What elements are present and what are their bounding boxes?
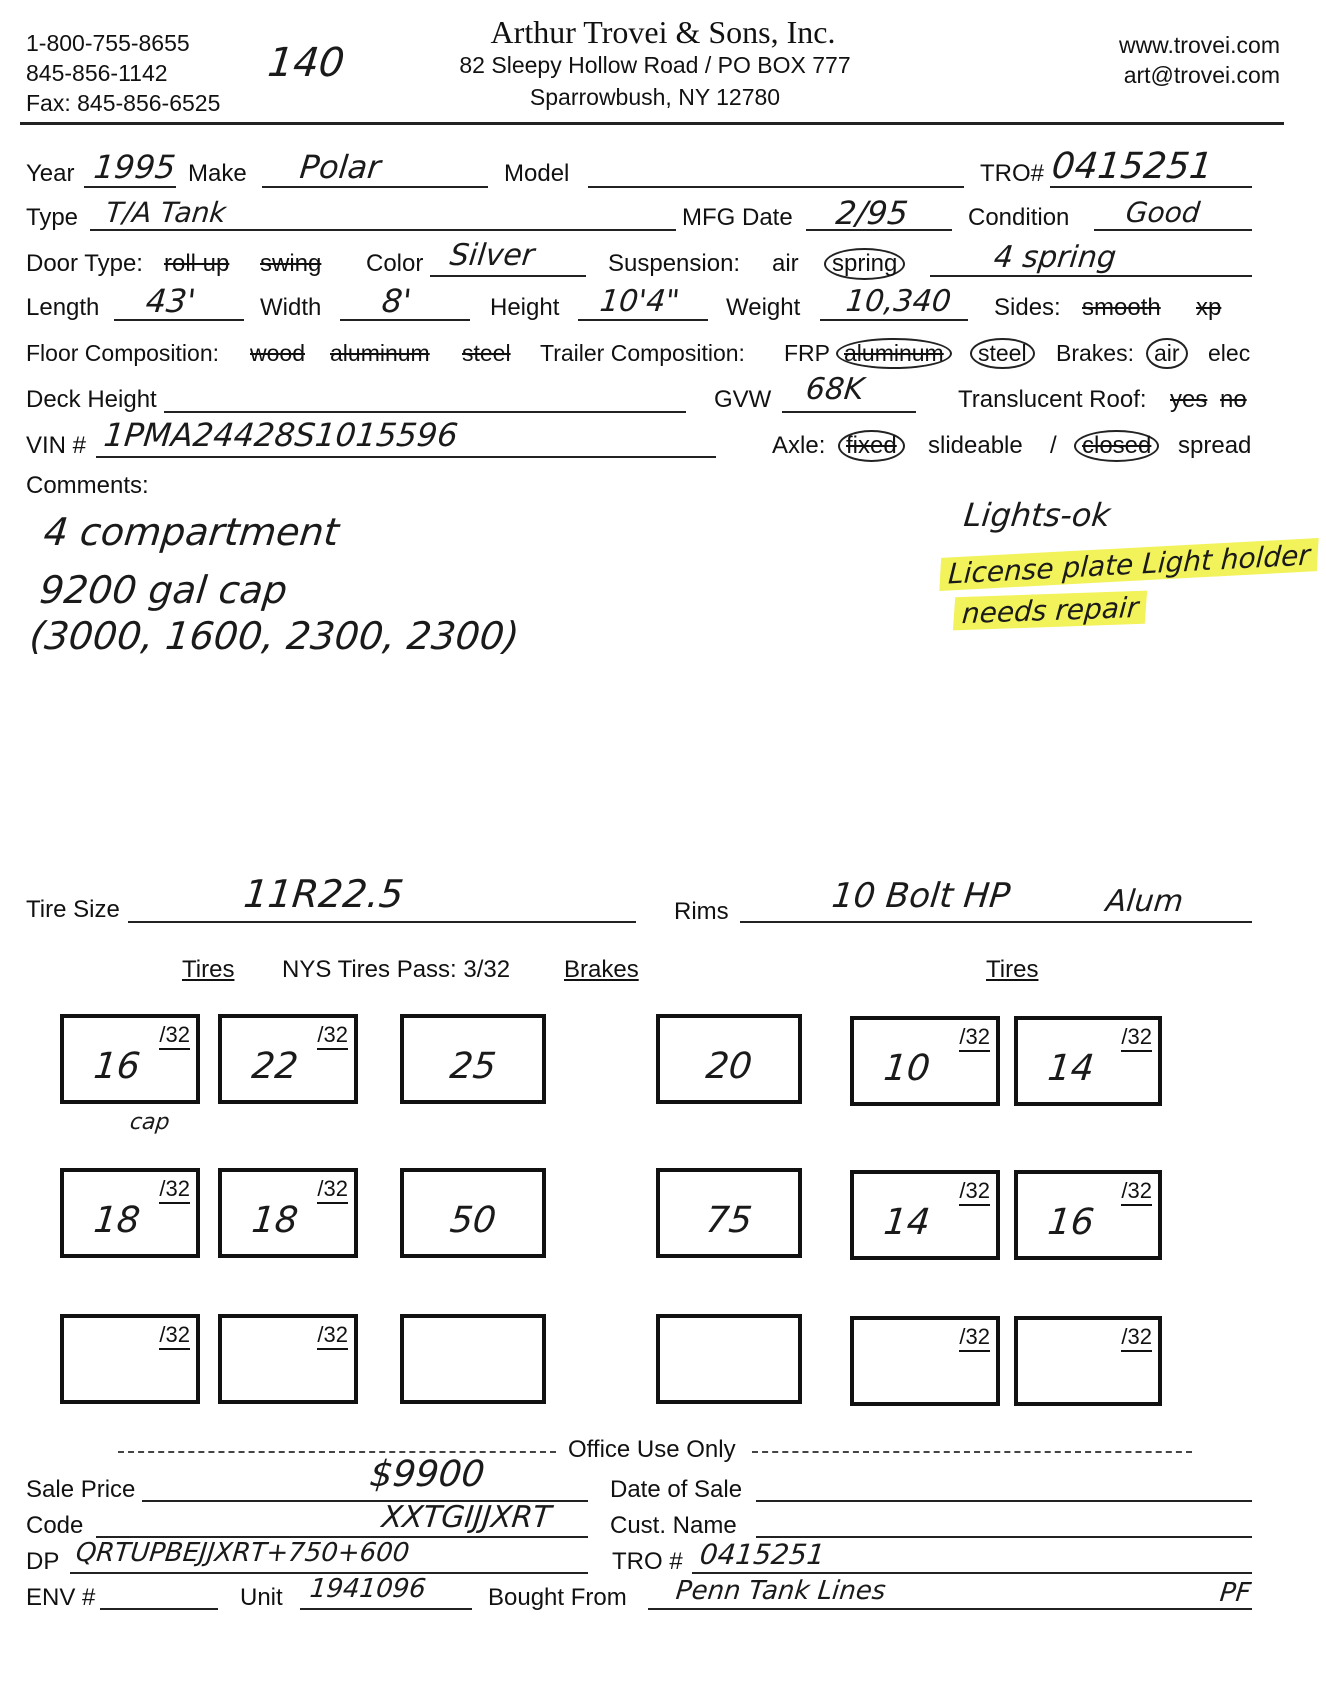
roof-option-yes[interactable]: yes [1170,386,1208,413]
comment-line-3: (3000, 1600, 2300, 2300) [27,614,522,658]
tread-unit: /32 [1121,1326,1152,1352]
office-divider-right [752,1451,1192,1453]
suspension-label: Suspension: [608,250,741,277]
tire-size-value: 11R22.5 [241,872,406,916]
tread-unit: /32 [159,1024,190,1050]
brake-box[interactable] [656,1014,802,1104]
bought-from-value: Penn Tank Lines [674,1576,888,1606]
env-label: ENV # [26,1584,96,1611]
tire-tread-value: 16 [91,1046,142,1087]
tire-size-label: Tire Size [26,896,120,923]
axle-option-fixed[interactable]: fixed [838,430,905,462]
vin-field[interactable] [96,456,716,458]
phone-1: 1-800-755-8655 [26,30,190,56]
tread-unit: /32 [317,1178,348,1204]
suspension-field[interactable] [930,275,1252,277]
suspension-option-spring[interactable]: spring [824,248,905,280]
condition-label: Condition [968,204,1070,231]
floor-option-steel[interactable]: steel [462,340,511,366]
comment-lights-ok: Lights-ok [962,496,1113,534]
unit-field[interactable] [300,1608,472,1610]
tire-box[interactable] [1014,1170,1162,1260]
axle-option-slideable[interactable]: slideable [928,432,1023,459]
tire-tread-value: 14 [1045,1048,1096,1089]
handwritten-code: 140 [265,40,347,86]
tire-size-field[interactable] [128,921,636,923]
date-of-sale-label: Date of Sale [610,1476,743,1503]
floor-composition-label: Floor Composition: [26,340,220,366]
tire-tread-value: 16 [1045,1202,1096,1243]
comment-highlight-1: License plate Light holder [939,538,1318,591]
floor-option-aluminum[interactable]: aluminum [330,340,430,366]
bought-from-label: Bought From [488,1584,627,1611]
tread-unit: /32 [959,1026,990,1052]
rims-label: Rims [674,898,729,925]
door-type-label: Door Type: [26,250,143,277]
comments-label: Comments: [26,472,149,499]
brake-box[interactable] [656,1314,802,1404]
height-label: Height [490,294,560,321]
brake-value: 75 [703,1200,755,1241]
comment-line-1: 4 compartment [41,510,342,554]
tire-tread-value: 22 [249,1046,300,1087]
brakes-option-elec[interactable]: elec [1208,340,1251,366]
tire-tread-value: 18 [91,1200,142,1241]
tread-unit: /32 [317,1024,348,1050]
suspension-value: 4 spring [992,240,1118,275]
width-value: 8' [380,282,414,320]
deck-height-field[interactable] [164,411,686,413]
unit-value: 1941096 [308,1574,428,1604]
type-label: Type [26,204,79,231]
weight-field[interactable] [820,319,968,321]
tro-label: TRO# [980,160,1045,187]
code-value: XXTGIJJXRT [380,1500,553,1535]
brakes-label: Brakes: [1056,340,1134,366]
trailer-option-steel[interactable]: steel [970,338,1035,369]
bought-from-field[interactable] [648,1608,1252,1610]
tread-unit: /32 [959,1180,990,1206]
brake-value: 50 [447,1200,499,1241]
mfg-date-value: 2/95 [834,194,910,232]
suspension-option-air[interactable]: air [772,250,799,277]
make-field[interactable] [262,186,488,188]
tire-box[interactable] [218,1168,358,1258]
dp-label: DP [26,1548,60,1575]
trailer-option-aluminum[interactable]: aluminum [836,338,952,369]
brakes-option-air[interactable]: air [1146,338,1188,369]
year-label: Year [26,160,75,187]
type-field[interactable] [90,229,676,231]
color-value: Silver [448,238,537,273]
unit-label: Unit [240,1584,283,1611]
tread-unit: /32 [159,1178,190,1204]
sides-label: Sides: [994,294,1061,321]
tire-box[interactable] [218,1314,358,1404]
model-label: Model [504,160,570,187]
tire-tread-value: 14 [881,1202,932,1243]
tire-box[interactable] [850,1016,1000,1106]
header-divider [20,122,1284,125]
comment-highlight-2: needs repair [953,591,1148,631]
roof-option-no[interactable]: no [1220,386,1247,413]
company-address-1: 82 Sleepy Hollow Road / PO BOX 777 [459,52,851,78]
tires-right-header: Tires [986,956,1039,983]
tro-value: 0415251 [1049,146,1215,187]
gvw-value: 68K [804,372,866,407]
weight-label: Weight [726,294,801,321]
sides-option-xp[interactable]: xp [1196,294,1222,321]
axle-separator: / [1050,432,1057,459]
office-tro-field[interactable] [692,1572,1252,1574]
cust-name-label: Cust. Name [610,1512,737,1539]
env-field[interactable] [100,1608,218,1610]
gvw-field[interactable] [782,411,916,413]
tread-unit: /32 [1121,1180,1152,1206]
tread-unit: /32 [959,1326,990,1352]
tire-box[interactable] [1014,1316,1162,1406]
tire-box[interactable] [60,1014,200,1104]
length-value: 43' [144,282,198,320]
brake-box[interactable] [400,1014,546,1104]
office-tro-value: 0415251 [698,1538,827,1571]
model-field[interactable] [588,186,964,188]
rims-material: Alum [1104,884,1185,919]
make-label: Make [188,160,247,187]
year-field[interactable] [84,186,176,188]
tire-box[interactable] [850,1316,1000,1406]
cap-note: cap [128,1110,171,1135]
door-option-swing[interactable]: swing [260,250,322,277]
deck-height-label: Deck Height [26,386,157,413]
company-name: Arthur Trovei & Sons, Inc. [490,14,836,50]
phone-2: 845-856-1142 [26,60,168,86]
mfg-date-label: MFG Date [682,204,793,231]
sides-option-smooth[interactable]: smooth [1082,294,1161,321]
tire-box[interactable] [1014,1016,1162,1106]
tread-unit: /32 [317,1324,348,1350]
tire-tread-value: 18 [249,1200,300,1241]
height-value: 10'4" [598,284,682,319]
year-value: 1995 [92,148,178,186]
floor-option-wood[interactable]: wood [250,340,305,366]
brake-value: 20 [703,1046,755,1087]
length-label: Length [26,294,100,321]
brake-value: 25 [447,1046,499,1087]
tire-box[interactable] [218,1014,358,1104]
rims-value: 10 Bolt HP [829,876,1012,916]
tires-left-header: Tires [182,956,235,983]
axle-option-closed[interactable]: closed [1074,430,1159,462]
vin-label: VIN # [26,432,87,459]
type-value: T/A Tank [104,196,228,229]
condition-field[interactable] [1094,229,1252,231]
weight-value: 10,340 [844,284,953,319]
condition-value: Good [1124,196,1202,229]
email-link[interactable]: art@trovei.com [1123,62,1280,88]
cust-name-field[interactable] [756,1536,1252,1538]
comment-line-2: 9200 gal cap [37,568,290,612]
initials: PF [1218,1578,1253,1608]
tire-tread-value: 10 [881,1048,932,1089]
office-use-title: Office Use Only [568,1436,736,1463]
office-divider-left [118,1451,556,1453]
nys-tires-pass: NYS Tires Pass: 3/32 [282,956,511,983]
brakes-header: Brakes [564,956,639,983]
code-label: Code [26,1512,84,1539]
website-link[interactable]: www.trovei.com [1118,32,1280,58]
axle-label: Axle: [772,432,826,459]
brake-box[interactable] [656,1168,802,1258]
sale-price-value: $9900 [367,1454,487,1495]
tire-box[interactable] [60,1314,200,1404]
width-label: Width [260,294,322,321]
trailer-composition-label: Trailer Composition: [540,340,745,366]
tire-box[interactable] [850,1170,1000,1260]
color-label: Color [366,250,424,277]
rims-field[interactable] [740,921,1252,923]
translucent-roof-label: Translucent Roof: [958,386,1147,413]
dp-value: QRTUPBEJJXRT+750+600 [74,1538,411,1568]
office-tro-label: TRO # [612,1548,683,1575]
color-field[interactable] [430,275,586,277]
gvw-label: GVW [714,386,772,413]
make-value: Polar [298,148,383,186]
trailer-option-frp[interactable]: FRP [784,340,830,366]
tire-box[interactable] [60,1168,200,1258]
sale-price-label: Sale Price [26,1476,136,1503]
date-of-sale-field[interactable] [756,1500,1252,1502]
door-option-rollup[interactable]: roll up [164,250,230,277]
tread-unit: /32 [1121,1026,1152,1052]
fax-number: Fax: 845-856-6525 [26,90,221,116]
axle-option-spread[interactable]: spread [1178,432,1252,459]
brake-box[interactable] [400,1314,546,1404]
vin-value: 1PMA24428S1015596 [102,416,460,454]
tread-unit: /32 [159,1324,190,1350]
brake-box[interactable] [400,1168,546,1258]
height-field[interactable] [578,319,708,321]
company-address-2: Sparrowbush, NY 12780 [529,84,781,110]
